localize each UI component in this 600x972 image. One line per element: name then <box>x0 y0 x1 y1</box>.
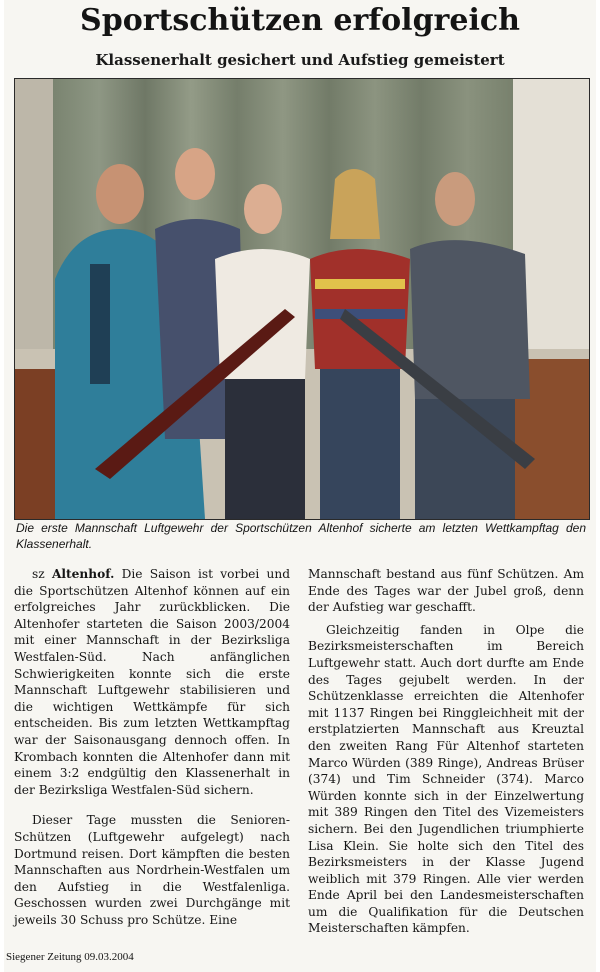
article-column-2 <box>308 566 584 937</box>
headline: Sportschützen erfolgreich <box>80 3 520 38</box>
dateline: Altenhof. <box>51 567 115 581</box>
article-paragraph: Mannschaft bestand aus fünf Schützen. Am Ende des Tages war der Jubel groß, denn der Aufstieg war geschafft. <box>308 567 584 615</box>
photo-caption: Die erste Mannschaft Luftgewehr der Sportschützen Altenhof sicherte am letzten Wettkampftag den Klassenerhalt. <box>16 521 586 551</box>
article-paragraph <box>14 566 290 798</box>
article-column-1 <box>14 566 290 928</box>
article-paragraph: Gleichzeitig fanden in Olpe die Bezirksmeisterschaften im Bereich Luftgewehr statt. Auch dort durfte am Ende des Tages gejubelt werden. In der Schützenklasse erreichten die Altenhofer mit 1137 Ringen bei Ringgleichheit mit der erstplatzierten Mannschaft aus Kreuztal den zweiten Rang Für Altenhof starteten Marco Würden (389 Ringe), Andreas Brüser (374) und Tim Schneider (374). Marco Würden konnte sich in der Einzelwertung mit 389 Ringen den Titel des Vizemeisters sichern. Bei den Jugendlichen triumphierte Lisa Klein. Sie holte sich den Titel des Bezirksmeisters in der Klasse Jugend weiblich mit 379 Ringen. Alle vier werden Ende April bei den Landesmeisterschaften um die Qualifikation für die Deutschen Meisterschaften kämpfen. <box>308 622 584 936</box>
source-credit: Siegener Zeitung 09.03.2004 <box>6 951 134 963</box>
photo-illustration <box>15 79 589 519</box>
subheadline: Klassenerhalt gesichert und Aufstieg gemeistert <box>95 51 505 69</box>
article-paragraph: Dieser Tage mussten die Senioren-Schützen (Luftgewehr aufgelegt) nach Dortmund reisen. Dort kämpften die besten Mannschaften aus Nordrhein-Westfalen um den Aufstieg in die Westfalenliga. Geschossen wurden zwei Durchgänge mit jeweils 30 Schuss pro Schütze. Eine <box>14 813 290 927</box>
group-photo <box>14 78 590 520</box>
paragraph-text: Die Saison ist vorbei und die Sportschützen Altenhof können auf ein erfolgreiches Jahr zurückblicken. Die Altenhofer starteten die Saison 2003/2004 mit einer Mannschaft in der Bezirksliga Westfalen-Süd. Nach anfänglichen Schwierigkeiten konnte sich die erste Mannschaft Luftgewehr stabilisieren und die wichtigen Wettkämpfe für sich entscheiden. Bis zum letzten Wettkampftag war der Saisonausgang dennoch offen. In Krombach konnten die Altenhofer dann mit einem 3:2 endgültig den Klassenerhalt in der Bezirksliga Westfalen-Süd sichern. <box>14 567 290 797</box>
lead-prefix: sz <box>32 567 52 581</box>
